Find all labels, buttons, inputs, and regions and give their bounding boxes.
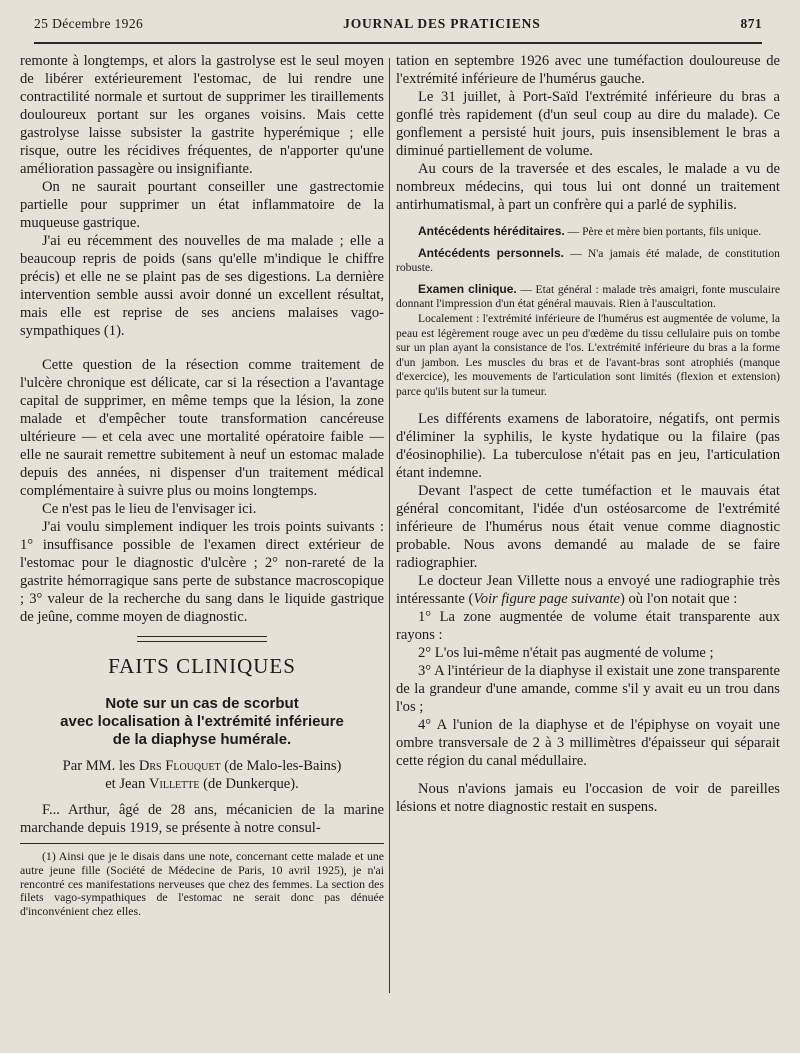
header-page-number: 871 [740, 16, 762, 31]
finding-1: 1° La zone augmentée de volume était transparente aux rayons : [396, 608, 780, 643]
right-paragraph-7: Nous n'avions jamais eu l'occasion de voir de pareilles lésions et notre diagnostic restait en suspens. [396, 780, 780, 815]
left-paragraph-4: Cette question de la résection comme traitement de l'ulcère chronique est délicate, car si la résection a l'avantage capital de supprimer, en même temps que la lésion, la zone malade et d'empêcher toute transformation cancéreuse ultérieure — et cela avec une mortalité opératoire faible — elle ne saurait remettre subitement à neuf un estomac malade depuis des années, ni dispenser d'un traitement médical complémentaire à suivre plus ou moins longtemps. [20, 357, 384, 499]
figure-reference: Voir figure page suivante [473, 590, 620, 607]
section-title: FAITS CLINIQUES [108, 654, 296, 678]
paragraph-gap [20, 340, 384, 356]
author-1-name: Flouquet [165, 758, 221, 774]
running-header [34, 16, 762, 44]
left-column [20, 52, 384, 919]
authors-drs: Drs [138, 758, 162, 774]
hereditary-text: — Père et mère bien portants, fils unique. [564, 225, 762, 238]
clinical-exam [396, 282, 780, 312]
left-paragraph-6: J'ai voulu simplement indiquer les trois points suivants : 1° insuffisance possible de l'examen direct extérieur de l'estomac pour le diagnostic d'ulcère ; 2° non-rareté de la gastrite hémorragique sans perte de substance macroscopique ; 3° valeur de la recherche du sang dans le liquide gastrique de jeûne, comme moyen de diagnostic. [20, 519, 384, 625]
right-paragraph-4: Les différents examens de laboratoire, négatifs, ont permis d'éliminer la syphilis, le kyste hydatique ou la filaire (pas d'éosinophilie). La tuberculose n'était pas en jeu, l'articulation étant indemne. [396, 410, 780, 481]
note-title-line-1: Note sur un cas de scorbut [105, 695, 299, 712]
authors-and: et Jean [105, 776, 146, 792]
radiograph-text-b: ) où l'on notait que : [620, 590, 738, 607]
authors-prefix: Par MM. les [62, 758, 136, 774]
finding-3: 3° A l'intérieur de la diaphyse il existait une zone transparente de la grandeur d'une amande, comme s'il y avait eu un trou dans l'os ; [396, 662, 780, 715]
footnote: (1) Ainsi que je le disais dans une note, concernant cette malade et une autre jeune fille (Société de Médecine de Paris, 10 avril 1925), je n'ai rencontré ces manifestations nerveuses que chez des femmes. La section des filets vago-sympathiques de l'estomac ne serait donc pas dénuée d'inconvénient chez elles. [20, 849, 384, 919]
section-divider-rule [137, 636, 267, 642]
footnote-rule [20, 843, 384, 844]
left-paragraph-3: J'ai eu récemment des nouvelles de ma malade ; elle a beaucoup repris de poids (sans qu'elle m'indique le chiffre précis) et elle ne se plaint pas de ses digestions. La dernière intervention semble aussi avoir donné un excellent résultat, mais elle est reprise de ses anciens malaises vago-sympathiques (1). [20, 233, 384, 339]
clinical-details [396, 224, 780, 400]
exam-text: — Etat général : malade très amaigri, fonte musculaire donnant l'impression d'un état général mauvais. Rien à l'auscultation. [396, 282, 780, 311]
right-paragraph-3: Au cours de la traversée et des escales, le malade a vu de nombreux médecins, qui tous lui ont donné un traitement antirhumatismal, à part un confrère qui a parlé de syphilis. [396, 161, 780, 213]
note-title-line-2: avec localisation à l'extrémité inférieure [60, 713, 344, 730]
right-paragraph-2: Le 31 juillet, à Port-Saïd l'extrémité inférieure du bras a gonflé très rapidement (d'un seul coup au dire du malade). Ce gonflement a persisté huit jours, puis insensiblement le bras a diminué partiellement de volume. [396, 89, 780, 159]
author-2-name: Villette [148, 776, 200, 792]
finding-2: 2° L'os lui-même n'était pas augmenté de volume ; [418, 644, 714, 661]
column-divider [389, 58, 390, 993]
exam-label: Examen clinique. [418, 281, 517, 296]
personal-text: — N'a jamais été malade, de constitution robuste. [396, 246, 780, 275]
left-paragraph-7: F... Arthur, âgé de 28 ans, mécanicien de la marine marchande depuis 1919, se présente à notre consul- [20, 802, 384, 836]
left-paragraph-1: remonte à longtemps, et alors la gastrolyse est le seul moyen de libérer extérieurement l'estomac, de lui rendre une contractilité normale et surtout de supprimer les tiraillements douloureux portant sur les organes voisins. Mais cette gastrolyse laisse subsister la gastrite hyperémique ; elle risque, outre les récidives fréquentes, de n'apporter qu'une amélioration passagère ou insignifiante. [20, 53, 384, 177]
header-journal-title: JOURNAL DES PRATICIENS [343, 16, 541, 31]
local-exam: Localement : l'extrémité inférieure de l'humérus est augmentée de volume, la peau est légèrement rouge avec un peu d'œdème du tissu cellulaire puis on tombe sur un plan ayant la consistance de l'os. L'extrémité inférieure du bras a la forme d'un jambon. Les muscles du bras et de l'avant-bras sont atrophiés (manque d'exercice), les mouvements de l'articulation sont limités (flexion et extension) parce qu'ils butent sur la tumeur. [396, 311, 780, 398]
author-1-place: (de Malo-les-Bains) [224, 758, 342, 774]
note-title [20, 695, 384, 749]
right-paragraph-1: tation en septembre 1926 avec une tuméfaction douloureuse de l'extrémité inférieure de l'humérus gauche. [396, 53, 780, 87]
radiograph-text-a: Le docteur Jean Villette nous a envoyé une radiographie très intéressante ( [396, 572, 780, 607]
left-paragraph-5: Ce n'est pas le lieu de l'envisager ici. [42, 501, 257, 517]
hereditary-label: Antécédents héréditaires. [418, 224, 565, 238]
authors-line [20, 757, 384, 793]
right-paragraph-6 [396, 572, 780, 608]
hereditary-history [396, 224, 780, 240]
finding-4: 4° A l'union de la diaphyse et de l'épiphyse on voyait une ombre transversale de 2 à 3 millimètres d'épaisseur qui séparait cette région du canal médullaire. [396, 716, 780, 769]
personal-history [396, 246, 780, 276]
note-title-line-3: de la diaphyse humérale. [112, 731, 292, 748]
left-paragraph-2: On ne saurait pourtant conseiller une gastrectomie partielle pour supprimer un état inflammatoire de la muqueuse gastrique. [20, 179, 384, 231]
personal-label: Antécédents personnels. [418, 245, 564, 260]
right-paragraph-5: Devant l'aspect de cette tuméfaction et le mauvais état général concomitant, l'idée d'un ostéosarcome de l'extrémité inférieure de l'humérus nous était venue comme diagnostic probable. Nous avons demandé au malade de se faire radiographier. [396, 482, 780, 571]
right-column [396, 52, 780, 816]
header-date: 25 Décembre 1926 [34, 16, 144, 31]
author-2-place: (de Dunkerque). [203, 776, 299, 792]
